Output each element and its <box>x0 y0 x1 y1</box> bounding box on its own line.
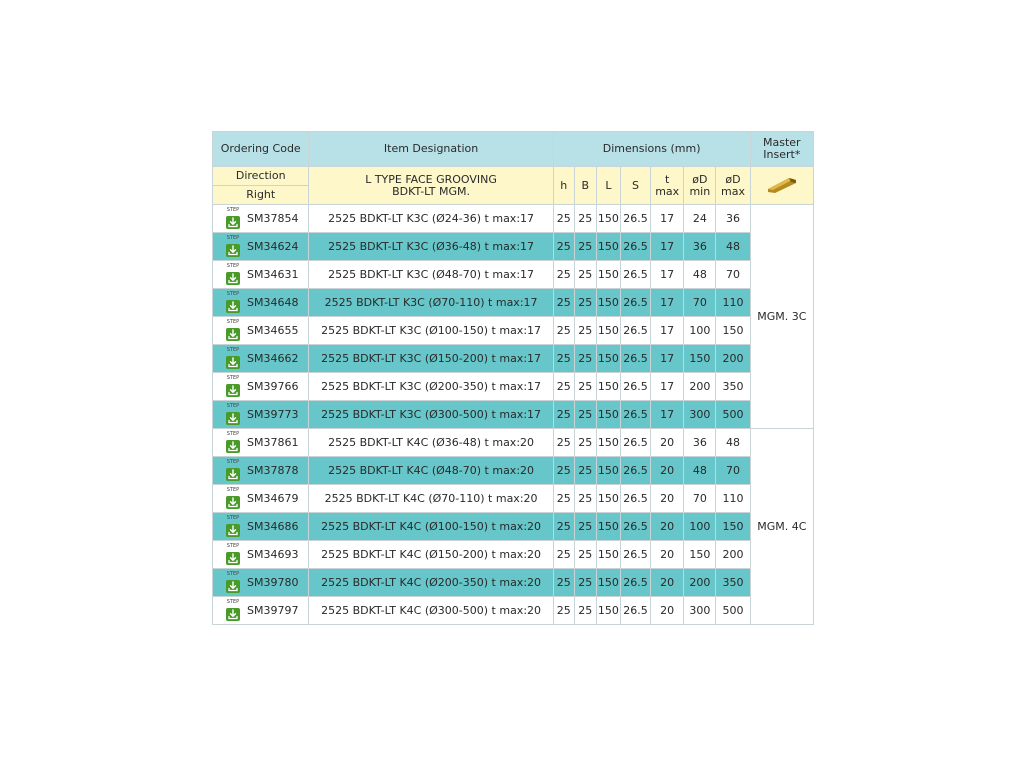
step-label: STEP <box>226 430 240 437</box>
dim-h: 25 <box>553 317 574 345</box>
item-designation: 2525 BDKT-LT K4C (Ø300-500) t max:20 <box>309 597 553 625</box>
item-designation: 2525 BDKT-LT K3C (Ø70-110) t max:17 <box>309 289 553 317</box>
dim-s: 26.5 <box>620 541 650 569</box>
ordering-code-cell <box>213 317 309 345</box>
ordering-code-wrap <box>213 374 308 397</box>
dim-dmax: 70 <box>716 457 750 485</box>
dim-l: 150 <box>596 429 620 457</box>
item-designation: 2525 BDKT-LT K3C (Ø300-500) t max:17 <box>309 401 553 429</box>
subheader-tmax <box>651 167 684 205</box>
header-dimensions: Dimensions (mm) <box>553 132 750 167</box>
dim-b: 25 <box>574 289 596 317</box>
dim-l: 150 <box>596 233 620 261</box>
dim-l: 150 <box>596 569 620 597</box>
dim-l: 150 <box>596 541 620 569</box>
ordering-code-cell <box>213 345 309 373</box>
dim-dmin: 200 <box>684 569 716 597</box>
dim-s: 26.5 <box>620 289 650 317</box>
subheader-dmin-2: min <box>689 184 711 198</box>
item-designation: 2525 BDKT-LT K4C (Ø48-70) t max:20 <box>309 457 553 485</box>
step-label: STEP <box>226 318 240 325</box>
ordering-code: SM39797 <box>247 603 299 617</box>
ordering-code-wrap <box>213 514 308 537</box>
dim-tmax: 17 <box>651 345 684 373</box>
item-designation: 2525 BDKT-LT K4C (Ø36-48) t max:20 <box>309 429 553 457</box>
dim-h: 25 <box>553 289 574 317</box>
step-label: STEP <box>226 374 240 381</box>
table-row <box>213 233 814 261</box>
product-table <box>212 131 814 625</box>
download-icon <box>226 272 240 285</box>
step-download-button[interactable] <box>225 262 241 285</box>
dim-dmax: 500 <box>716 597 750 625</box>
subheader-dmax <box>716 167 750 205</box>
dim-b: 25 <box>574 513 596 541</box>
dim-b: 25 <box>574 373 596 401</box>
dim-dmax: 350 <box>716 373 750 401</box>
dim-l: 150 <box>596 289 620 317</box>
dim-h: 25 <box>553 541 574 569</box>
dim-dmax: 200 <box>716 541 750 569</box>
ordering-code: SM34631 <box>247 267 299 281</box>
subheader-dmin-1: øD <box>692 172 708 186</box>
dim-tmax: 17 <box>651 289 684 317</box>
dim-dmin: 48 <box>684 457 716 485</box>
table-row <box>213 317 814 345</box>
dim-tmax: 17 <box>651 317 684 345</box>
table-row <box>213 597 814 625</box>
dim-h: 25 <box>553 429 574 457</box>
item-designation: 2525 BDKT-LT K3C (Ø150-200) t max:17 <box>309 345 553 373</box>
dim-s: 26.5 <box>620 205 650 233</box>
dim-l: 150 <box>596 261 620 289</box>
ordering-code-cell <box>213 373 309 401</box>
item-designation: 2525 BDKT-LT K3C (Ø24-36) t max:17 <box>309 205 553 233</box>
dim-h: 25 <box>553 569 574 597</box>
dim-l: 150 <box>596 317 620 345</box>
subheader-tmax-1: t <box>665 172 670 186</box>
dim-s: 26.5 <box>620 569 650 597</box>
ordering-code: SM37861 <box>247 435 299 449</box>
table-row <box>213 485 814 513</box>
dim-tmax: 20 <box>651 597 684 625</box>
table-row <box>213 513 814 541</box>
ordering-code-wrap <box>213 402 308 425</box>
header-item-designation: Item Designation <box>309 132 553 167</box>
dim-b: 25 <box>574 205 596 233</box>
dim-dmin: 300 <box>684 597 716 625</box>
dim-tmax: 17 <box>651 233 684 261</box>
ordering-code-cell <box>213 485 309 513</box>
step-label: STEP <box>226 262 240 269</box>
table-body <box>213 205 814 625</box>
ordering-code-wrap <box>213 262 308 285</box>
dim-dmax: 70 <box>716 261 750 289</box>
download-icon <box>226 216 240 229</box>
step-label: STEP <box>226 570 240 577</box>
ordering-code: SM39773 <box>247 407 299 421</box>
master-insert-group: MGM. 3C <box>750 205 813 429</box>
ordering-code: SM34686 <box>247 519 299 533</box>
step-download-button[interactable] <box>225 514 241 537</box>
table-row <box>213 261 814 289</box>
step-download-button[interactable] <box>225 430 241 453</box>
dim-s: 26.5 <box>620 513 650 541</box>
ordering-code: SM34693 <box>247 547 299 561</box>
ordering-code-wrap <box>213 234 308 257</box>
ordering-code-wrap <box>213 542 308 565</box>
ordering-code-cell <box>213 513 309 541</box>
dim-dmin: 150 <box>684 345 716 373</box>
insert-image-cell <box>750 167 813 205</box>
ordering-code-wrap <box>213 206 308 229</box>
ordering-code-wrap <box>213 430 308 453</box>
ordering-code-cell <box>213 597 309 625</box>
dim-s: 26.5 <box>620 233 650 261</box>
dim-b: 25 <box>574 457 596 485</box>
dim-h: 25 <box>553 373 574 401</box>
dim-dmax: 110 <box>716 485 750 513</box>
subheader-l: L <box>596 167 620 205</box>
download-icon <box>226 300 240 313</box>
dim-dmax: 150 <box>716 317 750 345</box>
download-icon <box>226 552 240 565</box>
dim-dmax: 200 <box>716 345 750 373</box>
dim-b: 25 <box>574 569 596 597</box>
dim-dmin: 70 <box>684 289 716 317</box>
dim-tmax: 20 <box>651 457 684 485</box>
dim-l: 150 <box>596 401 620 429</box>
subheader-dmax-1: øD <box>725 172 741 186</box>
ordering-code: SM34655 <box>247 323 299 337</box>
subheader-right: Right <box>213 186 309 205</box>
header-ordering-code: Ordering Code <box>213 132 309 167</box>
dim-s: 26.5 <box>620 401 650 429</box>
dim-h: 25 <box>553 345 574 373</box>
dim-l: 150 <box>596 457 620 485</box>
subheader-type-line2: BDKT-LT MGM. <box>392 184 470 198</box>
insert-image <box>765 174 799 197</box>
dim-tmax: 17 <box>651 401 684 429</box>
ordering-code-cell <box>213 401 309 429</box>
step-download-button[interactable] <box>225 206 241 229</box>
download-icon <box>226 580 240 593</box>
download-icon <box>226 468 240 481</box>
step-label: STEP <box>226 598 240 605</box>
dim-b: 25 <box>574 345 596 373</box>
download-icon <box>226 328 240 341</box>
dim-l: 150 <box>596 345 620 373</box>
dim-dmax: 500 <box>716 401 750 429</box>
table-row <box>213 205 814 233</box>
step-download-button[interactable] <box>225 374 241 397</box>
dim-h: 25 <box>553 205 574 233</box>
dim-h: 25 <box>553 401 574 429</box>
dim-tmax: 20 <box>651 541 684 569</box>
ordering-code: SM37878 <box>247 463 299 477</box>
ordering-code: SM34648 <box>247 295 299 309</box>
step-label: STEP <box>226 486 240 493</box>
download-icon <box>226 412 240 425</box>
table-row <box>213 541 814 569</box>
dim-dmin: 48 <box>684 261 716 289</box>
step-download-button[interactable] <box>225 458 241 481</box>
step-label: STEP <box>226 346 240 353</box>
dim-l: 150 <box>596 485 620 513</box>
header-master-line2: Insert* <box>763 148 801 161</box>
subheader-h: h <box>553 167 574 205</box>
table-row <box>213 345 814 373</box>
header-master-insert <box>750 132 813 167</box>
ordering-code-cell <box>213 457 309 485</box>
download-icon <box>226 244 240 257</box>
subheader-s: S <box>620 167 650 205</box>
step-download-button[interactable] <box>225 486 241 509</box>
ordering-code: SM34679 <box>247 491 299 505</box>
dim-s: 26.5 <box>620 597 650 625</box>
step-download-button[interactable] <box>225 598 241 621</box>
ordering-code: SM34662 <box>247 351 299 365</box>
dim-h: 25 <box>553 233 574 261</box>
dim-dmin: 70 <box>684 485 716 513</box>
table-row <box>213 569 814 597</box>
table-row <box>213 429 814 457</box>
step-download-button[interactable] <box>225 290 241 313</box>
header-row <box>213 132 814 167</box>
product-table-container <box>212 131 814 625</box>
dim-dmax: 48 <box>716 429 750 457</box>
step-download-button[interactable] <box>225 346 241 369</box>
subheader-dmax-2: max <box>721 184 745 198</box>
ordering-code-wrap <box>213 346 308 369</box>
step-download-button[interactable] <box>225 542 241 565</box>
table-row <box>213 289 814 317</box>
dim-dmin: 100 <box>684 317 716 345</box>
dim-h: 25 <box>553 597 574 625</box>
download-icon <box>226 524 240 537</box>
ordering-code-wrap <box>213 458 308 481</box>
download-icon <box>226 356 240 369</box>
dim-s: 26.5 <box>620 457 650 485</box>
item-designation: 2525 BDKT-LT K4C (Ø70-110) t max:20 <box>309 485 553 513</box>
dim-h: 25 <box>553 485 574 513</box>
subheader-type <box>309 167 553 205</box>
dim-h: 25 <box>553 457 574 485</box>
dim-dmin: 300 <box>684 401 716 429</box>
item-designation: 2525 BDKT-LT K3C (Ø200-350) t max:17 <box>309 373 553 401</box>
dim-dmax: 350 <box>716 569 750 597</box>
dim-dmax: 150 <box>716 513 750 541</box>
step-label: STEP <box>226 206 240 213</box>
download-icon <box>226 496 240 509</box>
dim-s: 26.5 <box>620 373 650 401</box>
ordering-code-cell <box>213 261 309 289</box>
ordering-code: SM39780 <box>247 575 299 589</box>
item-designation: 2525 BDKT-LT K4C (Ø150-200) t max:20 <box>309 541 553 569</box>
dim-tmax: 20 <box>651 513 684 541</box>
subheader-direction: Direction <box>213 167 309 186</box>
step-label: STEP <box>226 458 240 465</box>
dim-s: 26.5 <box>620 485 650 513</box>
ordering-code-cell <box>213 569 309 597</box>
dim-tmax: 20 <box>651 569 684 597</box>
step-download-button[interactable] <box>225 318 241 341</box>
subheader-b: B <box>574 167 596 205</box>
dim-b: 25 <box>574 429 596 457</box>
item-designation: 2525 BDKT-LT K3C (Ø100-150) t max:17 <box>309 317 553 345</box>
item-designation: 2525 BDKT-LT K3C (Ø48-70) t max:17 <box>309 261 553 289</box>
dim-dmin: 36 <box>684 233 716 261</box>
dim-s: 26.5 <box>620 261 650 289</box>
ordering-code: SM37854 <box>247 211 299 225</box>
dim-dmin: 24 <box>684 205 716 233</box>
ordering-code: SM39766 <box>247 379 299 393</box>
dim-s: 26.5 <box>620 345 650 373</box>
dim-dmax: 36 <box>716 205 750 233</box>
dim-l: 150 <box>596 513 620 541</box>
dim-tmax: 17 <box>651 261 684 289</box>
table-row <box>213 457 814 485</box>
dim-tmax: 20 <box>651 429 684 457</box>
ordering-code-wrap <box>213 486 308 509</box>
download-icon <box>226 608 240 621</box>
dim-h: 25 <box>553 261 574 289</box>
ordering-code-wrap <box>213 598 308 621</box>
table-row <box>213 373 814 401</box>
ordering-code-cell <box>213 289 309 317</box>
dim-tmax: 17 <box>651 373 684 401</box>
step-label: STEP <box>226 402 240 409</box>
dim-dmin: 100 <box>684 513 716 541</box>
dim-tmax: 17 <box>651 205 684 233</box>
subheader-row <box>213 167 814 186</box>
dim-l: 150 <box>596 205 620 233</box>
ordering-code-cell <box>213 429 309 457</box>
dim-l: 150 <box>596 597 620 625</box>
dim-dmin: 36 <box>684 429 716 457</box>
dim-b: 25 <box>574 401 596 429</box>
step-label: STEP <box>226 542 240 549</box>
dim-l: 150 <box>596 373 620 401</box>
table-row <box>213 401 814 429</box>
dim-s: 26.5 <box>620 429 650 457</box>
download-icon <box>226 440 240 453</box>
step-download-button[interactable] <box>225 234 241 257</box>
dim-b: 25 <box>574 233 596 261</box>
item-designation: 2525 BDKT-LT K3C (Ø36-48) t max:17 <box>309 233 553 261</box>
download-icon <box>226 384 240 397</box>
dim-b: 25 <box>574 317 596 345</box>
header-master-line1: Master <box>763 136 801 149</box>
step-download-button[interactable] <box>225 402 241 425</box>
dim-b: 25 <box>574 541 596 569</box>
ordering-code-wrap <box>213 570 308 593</box>
dim-dmin: 200 <box>684 373 716 401</box>
dim-b: 25 <box>574 261 596 289</box>
master-insert-group: MGM. 4C <box>750 429 813 625</box>
dim-dmax: 48 <box>716 233 750 261</box>
item-designation: 2525 BDKT-LT K4C (Ø100-150) t max:20 <box>309 513 553 541</box>
subheader-dmin <box>684 167 716 205</box>
ordering-code-wrap <box>213 318 308 341</box>
ordering-code-cell <box>213 233 309 261</box>
step-label: STEP <box>226 290 240 297</box>
dim-dmax: 110 <box>716 289 750 317</box>
dim-h: 25 <box>553 513 574 541</box>
dim-dmin: 150 <box>684 541 716 569</box>
dim-s: 26.5 <box>620 317 650 345</box>
dim-b: 25 <box>574 485 596 513</box>
ordering-code: SM34624 <box>247 239 299 253</box>
step-label: STEP <box>226 514 240 521</box>
step-download-button[interactable] <box>225 570 241 593</box>
dim-tmax: 20 <box>651 485 684 513</box>
subheader-tmax-2: max <box>655 184 680 198</box>
subheader-type-line1: L TYPE FACE GROOVING <box>365 172 497 186</box>
ordering-code-cell <box>213 205 309 233</box>
ordering-code-wrap <box>213 290 308 313</box>
item-designation: 2525 BDKT-LT K4C (Ø200-350) t max:20 <box>309 569 553 597</box>
dim-b: 25 <box>574 597 596 625</box>
ordering-code-cell <box>213 541 309 569</box>
step-label: STEP <box>226 234 240 241</box>
